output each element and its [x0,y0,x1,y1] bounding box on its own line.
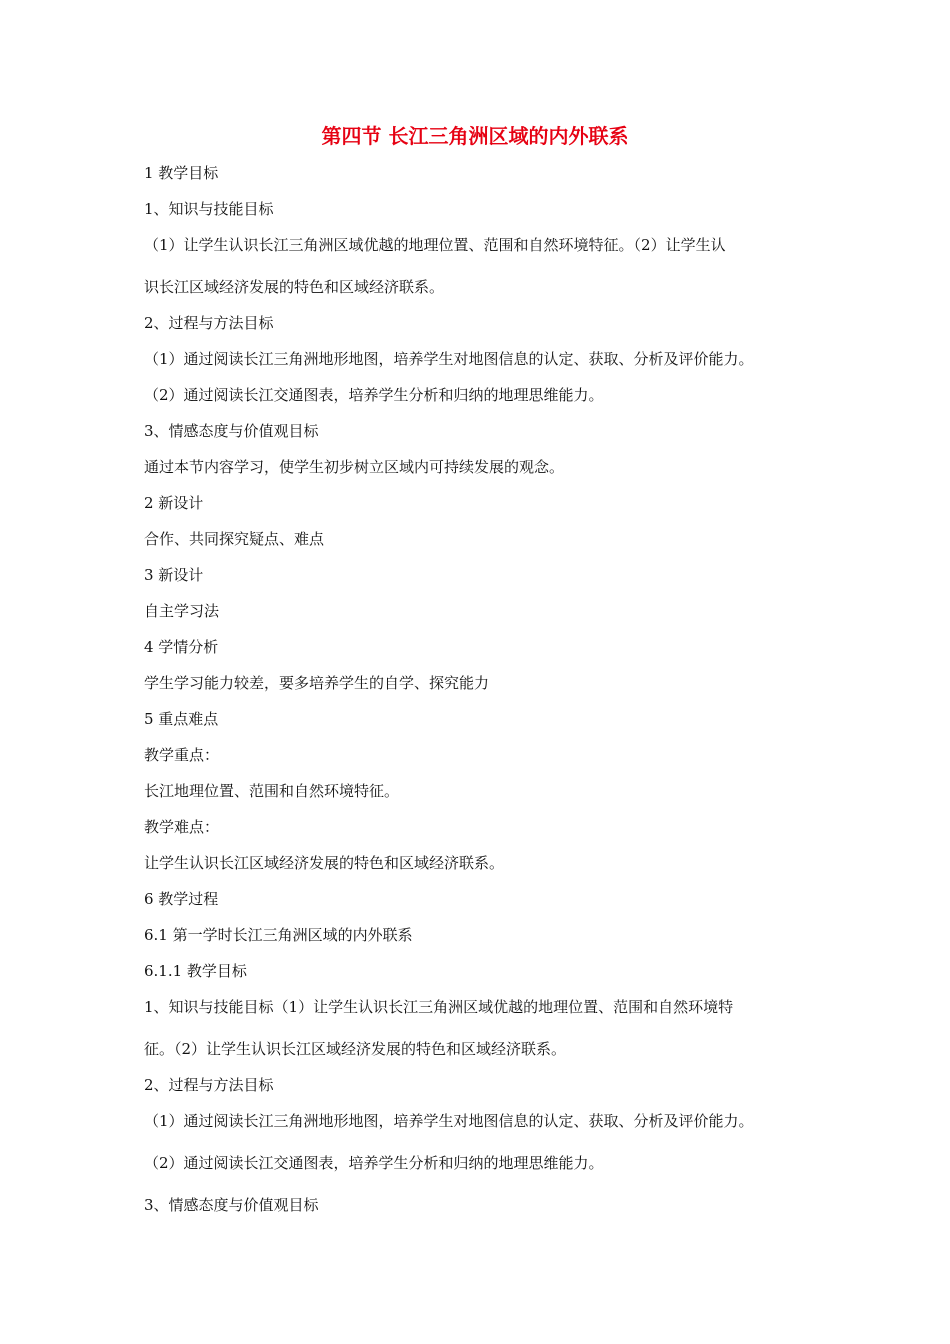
text-line: 4 学情分析 [144,638,219,656]
text-line: 学生学习能力较差，要多培养学生的自学、探究能力 [144,674,490,692]
text-line: （1）通过阅读长江三角洲地形地图，培养学生对地图信息的认定、获取、分析及评价能力。 [144,1112,754,1130]
text-line: 5 重点难点 [144,710,219,728]
text-line: （1）让学生认识长江三角洲区域优越的地理位置、范围和自然环境特征。（2）让学生认 [144,236,726,254]
text-line: 2、过程与方法目标 [144,314,274,332]
text-line: 6 教学过程 [144,890,219,908]
text-line: 1、知识与技能目标（1）让学生认识长江三角洲区域优越的地理位置、范围和自然环境特 [144,998,734,1016]
text-line: 2、过程与方法目标 [144,1076,274,1094]
text-line: 6.1 第一学时长江三角洲区域的内外联系 [144,926,413,944]
text-line: 教学重点： [144,746,220,764]
text-line: 6.1.1 教学目标 [144,962,247,980]
page-title: 第四节 长江三角洲区域的内外联系 [321,124,629,148]
text-line: 让学生认识长江区域经济发展的特色和区域经济联系。 [144,854,505,872]
text-line: 教学难点： [144,818,220,836]
text-line: 2 新设计 [144,494,204,512]
text-line: （2）通过阅读长江交通图表，培养学生分析和归纳的地理思维能力。 [144,386,604,404]
text-line: 自主学习法 [144,602,220,620]
text-line: 3、情感态度与价值观目标 [144,1196,319,1214]
text-line: 征。（2）让学生认识长江区域经济发展的特色和区域经济联系。 [144,1040,567,1058]
text-line: （2）通过阅读长江交通图表，培养学生分析和归纳的地理思维能力。 [144,1154,604,1172]
text-line: （1）通过阅读长江三角洲地形地图，培养学生对地图信息的认定、获取、分析及评价能力。 [144,350,754,368]
text-line: 1、知识与技能目标 [144,200,274,218]
text-line: 3、情感态度与价值观目标 [144,422,319,440]
text-line: 3 新设计 [144,566,204,584]
text-line: 1 教学目标 [144,164,219,182]
text-line: 识长江区域经济发展的特色和区域经济联系。 [144,278,445,296]
text-line: 合作、共同探究疑点、难点 [144,530,325,548]
text-line: 通过本节内容学习，使学生初步树立区域内可持续发展的观念。 [144,458,565,476]
text-line: 长江地理位置、范围和自然环境特征。 [144,782,400,800]
document-body [144,160,834,1228]
